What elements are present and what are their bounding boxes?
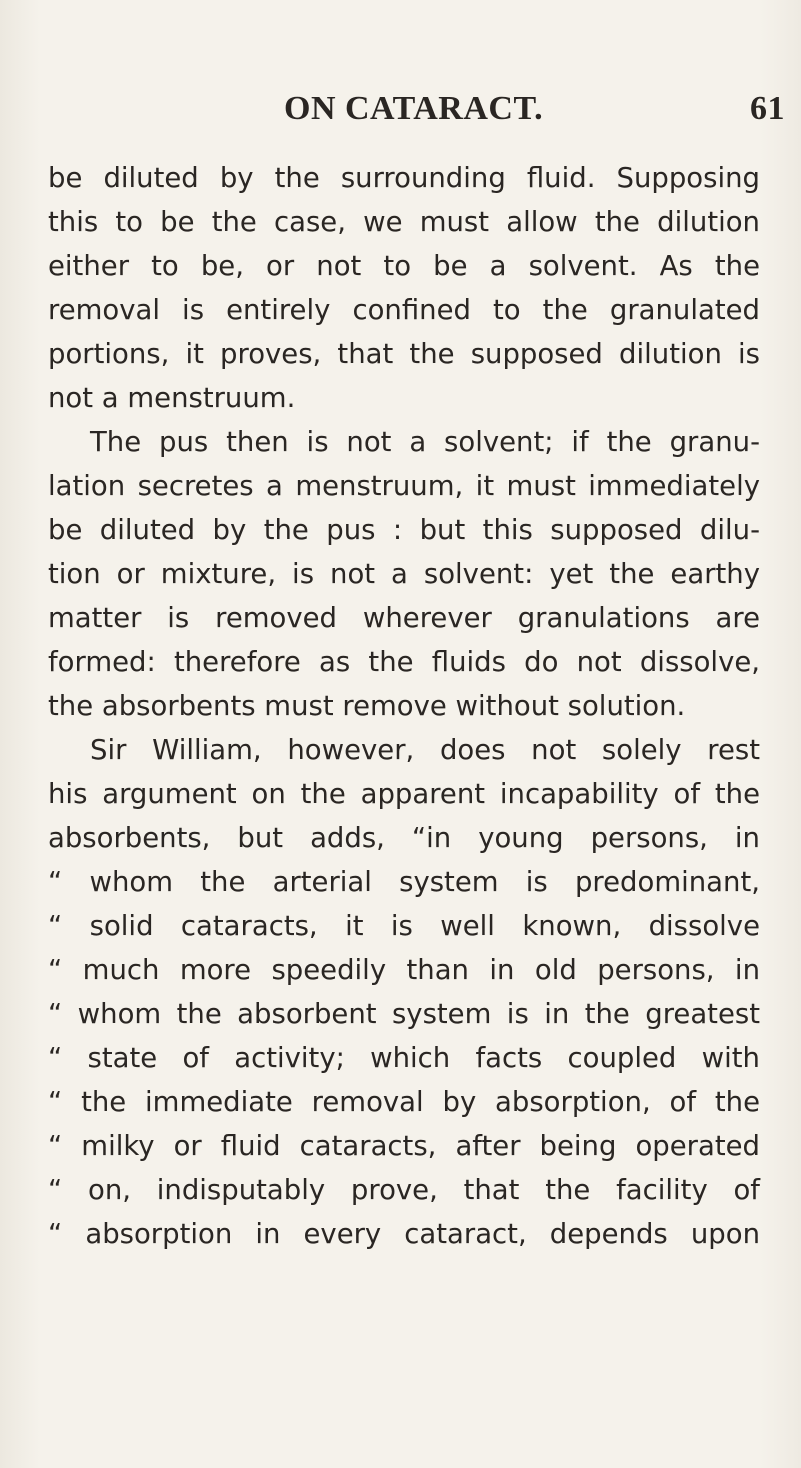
text-line: “ much more speedily than in old persons, in [48, 954, 760, 986]
text-line: not a menstruum. [48, 382, 296, 414]
text-line: this to be the case, we must allow the dilution [48, 206, 760, 238]
text-line: matter is removed wherever granulations are [48, 602, 760, 634]
text-line: his argument on the apparent incapability of the [48, 778, 760, 810]
text-line: either to be, or not to be a solvent. As the [48, 250, 760, 282]
text-line: “ whom the absorbent system is in the greatest [48, 998, 760, 1030]
text-line: “ the immediate removal by absorption, of the [48, 1086, 760, 1118]
text-line: “ whom the arterial system is predominant, [48, 866, 760, 898]
text-line: be diluted by the surrounding fluid. Supposing [48, 162, 760, 194]
text-line: “ on, indisputably prove, that the facility of [48, 1174, 760, 1206]
text-line: “ milky or fluid cataracts, after being operated [48, 1130, 760, 1162]
text-line: “ absorption in every cataract, depends upon [48, 1218, 760, 1250]
text-line: the absorbents must remove without solution. [48, 690, 686, 722]
text-line: be diluted by the pus : but this supposed dilu- [48, 514, 760, 546]
text-line: portions, it proves, that the supposed dilution is [48, 338, 760, 370]
text-line: “ solid cataracts, it is well known, dissolve [48, 910, 760, 942]
text-line: “ state of activity; which facts coupled with [48, 1042, 760, 1074]
text-line: removal is entirely confined to the granulated [48, 294, 760, 326]
text-line: The pus then is not a solvent; if the granu- [90, 426, 760, 458]
page-header [0, 90, 801, 130]
text-line: Sir William, however, does not solely rest [90, 734, 760, 766]
running-title: ON CATARACT. [284, 90, 544, 127]
text-line: lation secretes a menstruum, it must immediately [48, 470, 760, 502]
text-line: absorbents, but adds, “in young persons, in [48, 822, 760, 854]
text-line: tion or mixture, is not a solvent: yet the earthy [48, 558, 760, 590]
text-line: formed: therefore as the fluids do not dissolve, [48, 646, 760, 678]
page-number: 61 [750, 90, 785, 127]
